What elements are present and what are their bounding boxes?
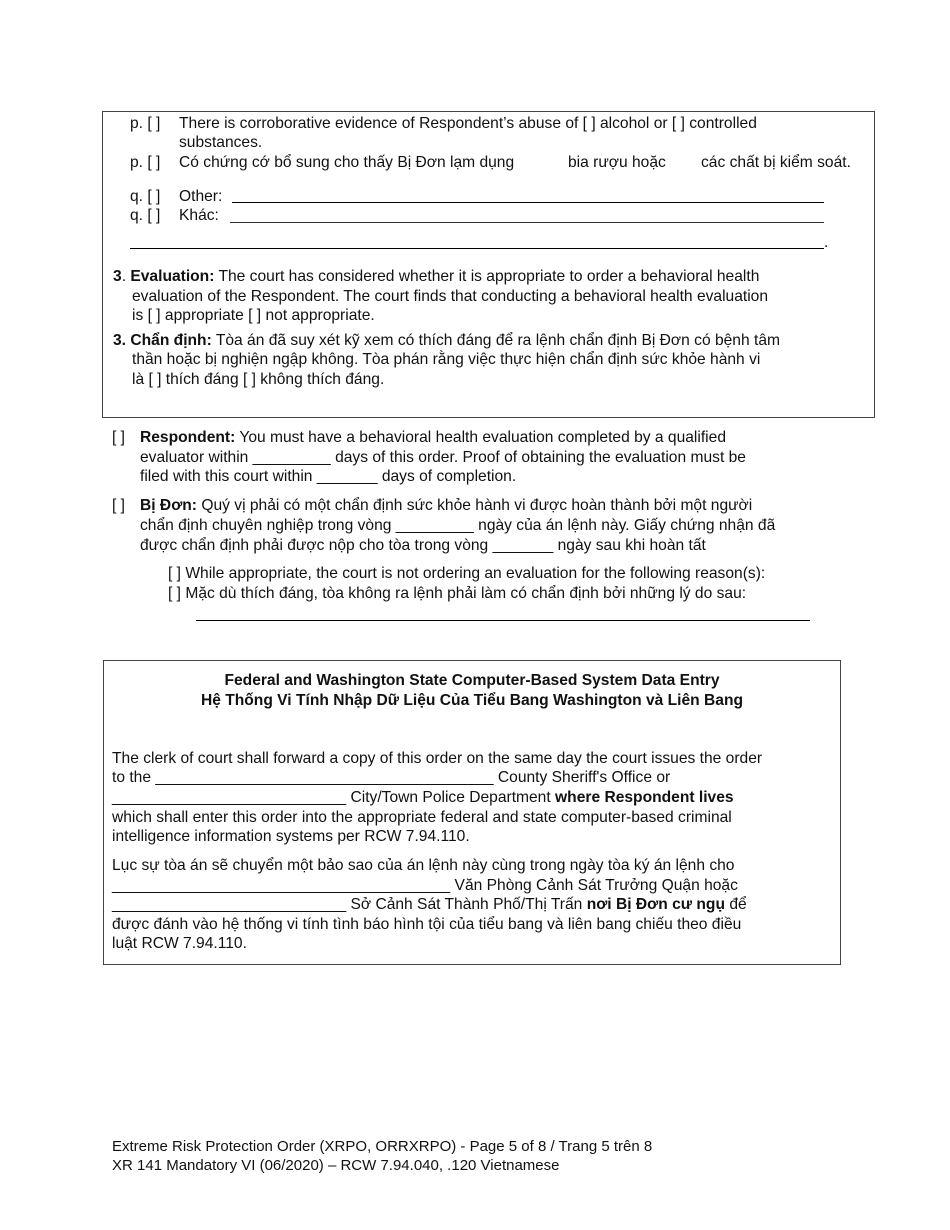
other-field-line-2[interactable] [130,248,824,249]
data-entry-vi-line3: ___________________________ Sở Cảnh Sát Thành Phố/Thị Trấn nơi Bị Đơn cư ngụ để [112,896,747,913]
evaluation-vi-line2: thần hoặc bị nghiện ngập không. Tòa phán rằng việc thực hiện chẩn định sức khỏe hành vi [132,351,761,368]
data-entry-en-line4: which shall enter this order into the appropriate federal and state computer-based criminal [112,809,732,826]
respondent-en-line2: evaluator within _________ days of this order. Proof of obtaining the evaluation must be [140,449,746,466]
data-entry-vi-line1: Lục sự tòa án sẽ chuyển một bảo sao của án lệnh này cùng trong ngày tòa ký án lệnh cho [112,857,735,874]
data-entry-en-line1: The clerk of court shall forward a copy of this order on the same day the court issues the order [112,750,763,767]
not-ordering-en[interactable]: [ ] While appropriate, the court is not ordering an evaluation for the following reason(s): [168,565,766,582]
item-q-vi-label: Khác: [179,207,219,224]
not-ordering-vi[interactable]: [ ] Mặc dù thích đáng, tòa không ra lệnh phải làm có chẩn định bởi những lý do sau: [168,585,747,602]
respondent-checkbox[interactable]: [ ] [112,429,125,446]
footer-line2: XR 141 Mandatory VI (06/2020) – RCW 7.94.040, .120 Vietnamese [112,1157,560,1174]
other-field-line[interactable] [232,202,824,203]
item-p-vi-text-3: các chất bị kiểm soát. [701,154,851,171]
respondent-en-line3: filed with this court within _______ days of completion. [140,468,517,485]
respondent-vi-line1: Bị Đơn: Quý vị phải có một chẩn định sức khỏe hành vi được hoàn thành bởi một người [140,497,753,514]
reason-field-line[interactable] [196,620,810,621]
item-p-vi-text-2: bia rượu hoặc [568,154,666,171]
evaluation-en-line2: evaluation of the Respondent. The court finds that conducting a behavioral health evaluation [132,288,769,305]
evaluation-title-vi: Chẩn định: [130,332,212,349]
footer-line1: Extreme Risk Protection Order (XRPO, ORRXRPO) - Page 5 of 8 / Trang 5 trên 8 [112,1138,653,1155]
respondent-en-line1: Respondent: You must have a behavioral health evaluation completed by a qualified [140,429,726,446]
other-field-period: . [824,234,829,251]
item-p-vi-text: Có chứng cớ bổ sung cho thấy Bị Đơn lạm dụng [179,154,515,171]
evaluation-vi-line1: 3. Chẩn định: Tòa án đã suy xét kỹ xem có thích đáng để ra lệnh chẩn định Bị Đơn có bệnh tâm [113,332,780,349]
data-entry-title-vi: Hệ Thống Vi Tính Nhập Dữ Liệu Của Tiểu Bang Washington và Liên Bang [200,692,744,709]
item-q-en: q. [ ] [130,188,161,205]
other-field-line-vi[interactable] [230,222,824,223]
item-q-en-label: Other: [179,188,223,205]
data-entry-vi-line5: luật RCW 7.94.110. [112,935,247,952]
item-p-en-text: There is corroborative evidence of Respondent’s abuse of [ ] alcohol or [ ] controlled [179,115,757,132]
data-entry-title-en: Federal and Washington State Computer-Based System Data Entry [224,672,720,689]
item-p-en [130,114,160,134]
item-q-vi: q. [ ] [130,207,161,224]
item-p-vi [130,153,160,173]
data-entry-vi-line4: được đánh vào hệ thống vi tính tình báo hình tội của tiểu bang và liên bang chiếu theo điều [112,916,742,933]
evaluation-en-line1: 3. Evaluation: The court has considered whether it is appropriate to order a behavioral health [113,268,760,285]
item-p-en-prefix: p. [ ] [130,115,161,132]
evaluation-title: Evaluation: [130,268,215,285]
item-p-en-text-cont: substances. [179,134,263,151]
data-entry-en-line2: to the _______________________________________ County Sheriff's Office or [112,769,671,786]
evaluation-en-line3: is [ ] appropriate [ ] not appropriate. [132,307,375,324]
respondent-vi-line3: được chẩn định phải được nộp cho tòa trong vòng _______ ngày sau khi hoàn tất [140,537,706,554]
respondent-vi-line2: chẩn định chuyên nghiệp trong vòng _________ ngày của án lệnh này. Giấy chứng nhận đã [140,517,776,534]
data-entry-en-line5: intelligence information systems per RCW 7.94.110. [112,828,470,845]
item-p-vi-prefix: p. [ ] [130,154,161,171]
data-entry-vi-line2: _______________________________________ Văn Phòng Cảnh Sát Trưởng Quận hoặc [112,877,738,894]
evaluation-vi-line3: là [ ] thích đáng [ ] không thích đáng. [132,371,385,388]
data-entry-en-line3: ___________________________ City/Town Police Department where Respondent lives [112,789,734,806]
respondent-vi-checkbox[interactable]: [ ] [112,497,125,514]
